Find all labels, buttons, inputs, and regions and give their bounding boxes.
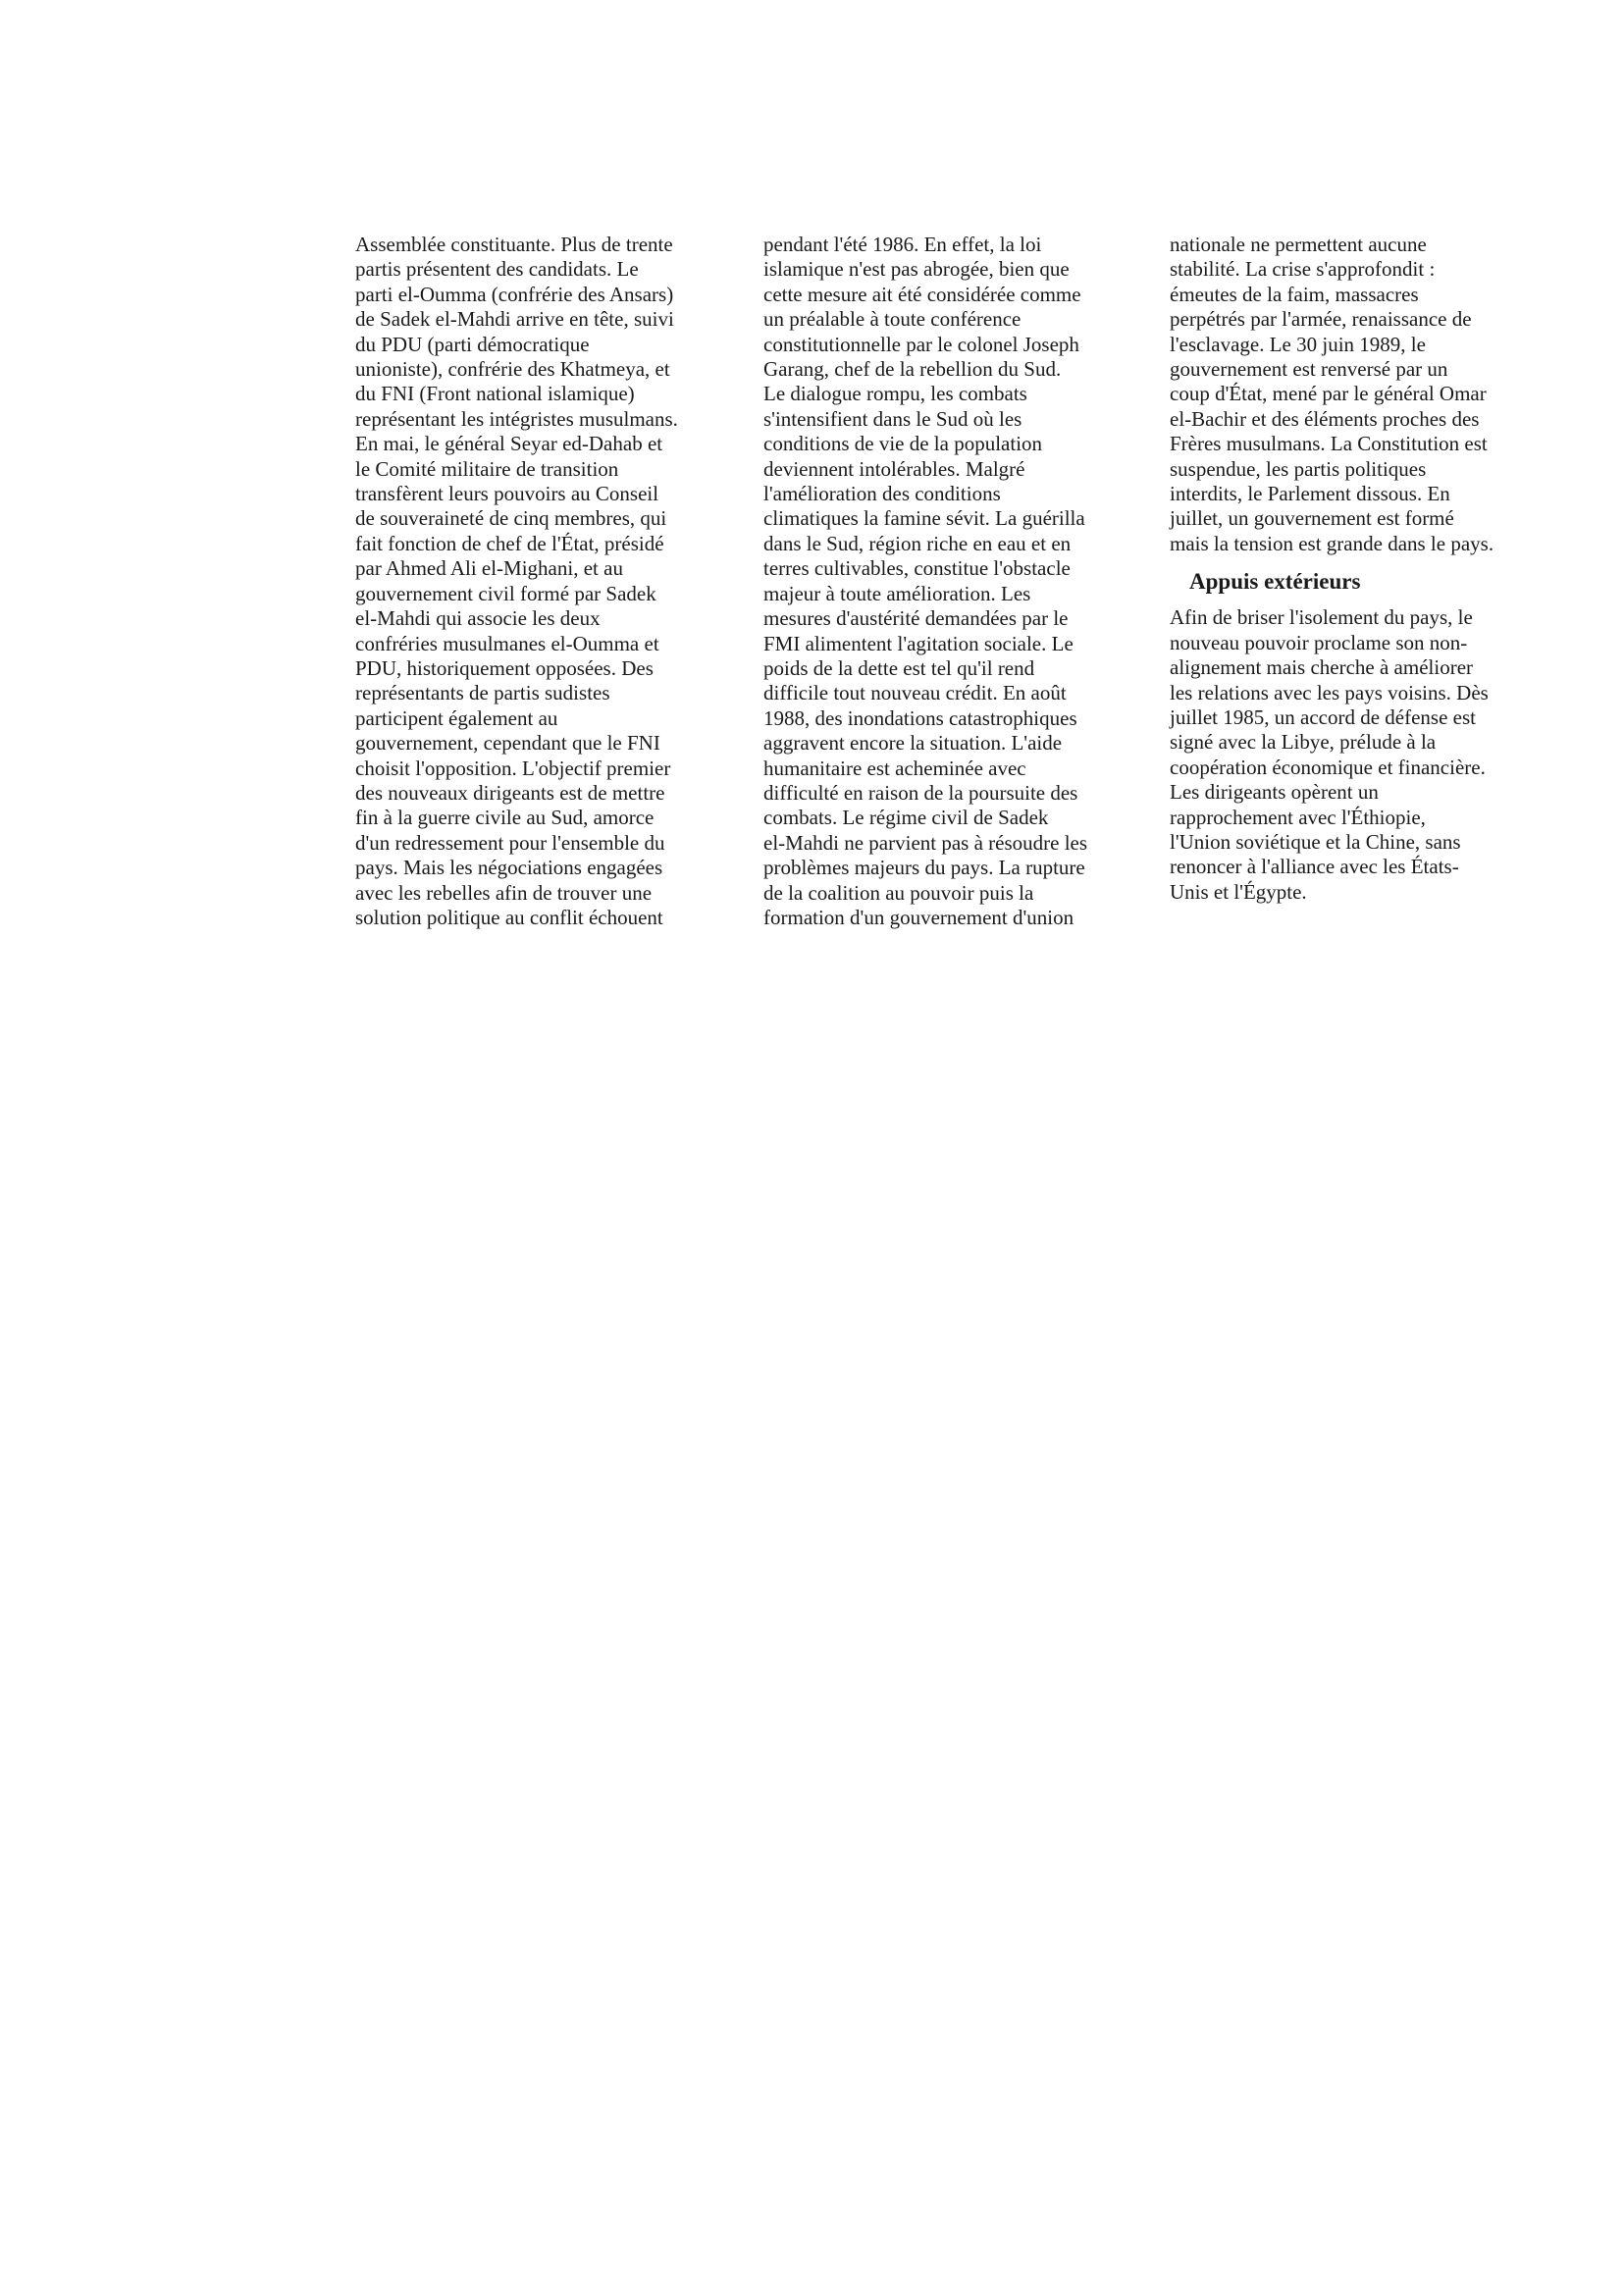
text-line: problèmes majeurs du pays. La rupture bbox=[763, 856, 1085, 880]
text-line: fait fonction de chef de l'État, présidé bbox=[355, 531, 664, 555]
text-line: des nouveaux dirigeants est de mettre bbox=[355, 780, 665, 805]
text-line: gouvernement est renversé par un bbox=[1170, 357, 1448, 382]
text-line: représentants de partis sudistes bbox=[355, 681, 610, 705]
text-line: s'intensifient dans le Sud où les bbox=[763, 406, 1022, 431]
text-line: Les dirigeants opèrent un bbox=[1170, 780, 1379, 805]
text-line: coup d'État, mené par le général Omar bbox=[1170, 382, 1487, 406]
text-line: l'amélioration des conditions bbox=[763, 482, 1001, 506]
text-line: représentant les intégristes musulmans. bbox=[355, 406, 678, 431]
text-line: mais la tension est grande dans le pays. bbox=[1170, 531, 1494, 555]
text-line: coopération économique et financière. bbox=[1170, 755, 1486, 779]
text-line: nouveau pouvoir proclame son non- bbox=[1170, 630, 1468, 654]
text-line: terres cultivables, constitue l'obstacle bbox=[763, 556, 1071, 581]
text-line: confréries musulmanes el-Oumma et bbox=[355, 631, 659, 655]
text-line: climatiques la famine sévit. La guérilla bbox=[763, 506, 1085, 531]
text-line: gouvernement civil formé par Sadek bbox=[355, 581, 656, 605]
text-line: les relations avec les pays voisins. Dès bbox=[1170, 680, 1489, 704]
text-line: gouvernement, cependant que le FNI bbox=[355, 731, 660, 756]
text-line: de Sadek el-Mahdi arrive en tête, suivi bbox=[355, 307, 674, 332]
text-line: d'un redressement pour l'ensemble du bbox=[355, 830, 665, 855]
text-line: deviennent intolérables. Malgré bbox=[763, 456, 1025, 481]
text-line: parti el-Oumma (confrérie des Ansars) bbox=[355, 282, 674, 306]
text-line: Le dialogue rompu, les combats bbox=[763, 382, 1027, 406]
text-line: combats. Le régime civil de Sadek bbox=[763, 806, 1049, 830]
text-line: transfèrent leurs pouvoirs au Conseil bbox=[355, 482, 659, 506]
text-line: juillet, un gouvernement est formé bbox=[1170, 506, 1454, 531]
text-line: majeur à toute amélioration. Les bbox=[763, 581, 1031, 605]
text-line: poids de la dette est tel qu'il rend bbox=[763, 655, 1035, 680]
text-line: partis présentent des candidats. Le bbox=[355, 257, 639, 282]
text-line: solution politique au conflit échouent bbox=[355, 905, 663, 929]
text-line: fin à la guerre civile au Sud, amorce bbox=[355, 806, 655, 830]
text-line: signé avec la Libye, prélude à la bbox=[1170, 730, 1437, 755]
text-line: dans le Sud, région riche en eau et en bbox=[763, 531, 1072, 555]
text-line: participent également au bbox=[355, 705, 558, 730]
text-line: el-Mahdi ne parvient pas à résoudre les bbox=[763, 830, 1088, 855]
text-line: rapprochement avec l'Éthiopie, bbox=[1170, 805, 1426, 829]
text-line: par Ahmed Ali el-Mighani, et au bbox=[355, 556, 623, 581]
text-line: islamique n'est pas abrogée, bien que bbox=[763, 257, 1070, 282]
text-line: le Comité militaire de transition bbox=[355, 456, 619, 481]
text-line: humanitaire est acheminée avec bbox=[763, 756, 1026, 780]
text-line: FMI alimentent l'agitation sociale. Le bbox=[763, 631, 1074, 655]
text-line: pays. Mais les négociations engagées bbox=[355, 856, 663, 880]
text-line: nationale ne permettent aucune bbox=[1170, 233, 1427, 256]
section-heading: Appuis extérieurs bbox=[1189, 569, 1361, 595]
text-line: Garang, chef de la rebellion du Sud. bbox=[763, 357, 1062, 382]
text-line: alignement mais cherche à améliorer bbox=[1170, 655, 1474, 680]
text-line: de souveraineté de cinq membres, qui bbox=[355, 506, 667, 531]
text-line: 1988, des inondations catastrophiques bbox=[763, 705, 1077, 730]
text-line: l'esclavage. Le 30 juin 1989, le bbox=[1170, 332, 1426, 356]
text-line: aggravent encore la situation. L'aide bbox=[763, 731, 1063, 756]
text-line: el-Bachir et des éléments proches des bbox=[1170, 406, 1480, 431]
text-line: difficulté en raison de la poursuite des bbox=[763, 780, 1078, 805]
text-column-2 bbox=[763, 233, 1136, 930]
text-line: un préalable à toute conférence bbox=[763, 307, 1022, 332]
text-line: de la coalition au pouvoir puis la bbox=[763, 880, 1034, 905]
text-line: pendant l'été 1986. En effet, la loi bbox=[763, 233, 1042, 256]
text-line: constitutionnelle par le colonel Joseph bbox=[763, 332, 1079, 356]
text-line: Unis et l'Égypte. bbox=[1170, 879, 1307, 904]
text-line: mesures d'austérité demandées par le bbox=[763, 606, 1069, 631]
text-line: Assemblée constituante. Plus de trente bbox=[355, 233, 673, 256]
text-line: En mai, le général Seyar ed-Dahab et bbox=[355, 432, 663, 456]
text-line: PDU, historiquement opposées. Des bbox=[355, 655, 654, 680]
text-line: el-Mahdi qui associe les deux bbox=[355, 606, 601, 631]
text-line: formation d'un gouvernement d'union bbox=[763, 905, 1074, 929]
text-line: suspendue, les partis politiques bbox=[1170, 456, 1427, 481]
text-line: Afin de briser l'isolement du pays, le bbox=[1170, 605, 1473, 630]
text-column-3 bbox=[1170, 233, 1543, 905]
text-line: conditions de vie de la population bbox=[763, 432, 1043, 456]
text-line: renoncer à l'alliance avec les États- bbox=[1170, 855, 1459, 879]
text-column-1 bbox=[355, 233, 728, 930]
text-line: l'Union soviétique et la Chine, sans bbox=[1170, 829, 1461, 854]
text-line: choisit l'opposition. L'objectif premier bbox=[355, 756, 671, 780]
text-line: perpétrés par l'armée, renaissance de bbox=[1170, 307, 1472, 332]
text-line: juillet 1985, un accord de défense est bbox=[1170, 704, 1476, 729]
text-line: émeutes de la faim, massacres bbox=[1170, 282, 1419, 306]
text-line: du FNI (Front national islamique) bbox=[355, 382, 635, 406]
text-line: cette mesure ait été considérée comme bbox=[763, 282, 1081, 306]
text-line: stabilité. La crise s'approfondit : bbox=[1170, 257, 1436, 282]
text-line: interdits, le Parlement dissous. En bbox=[1170, 482, 1450, 506]
text-line: unioniste), confrérie des Khatmeya, et bbox=[355, 357, 670, 382]
text-line: Frères musulmans. La Constitution est bbox=[1170, 432, 1488, 456]
text-line: difficile tout nouveau crédit. En août bbox=[763, 681, 1067, 705]
text-line: du PDU (parti démocratique bbox=[355, 332, 590, 356]
text-line: avec les rebelles afin de trouver une bbox=[355, 880, 653, 905]
